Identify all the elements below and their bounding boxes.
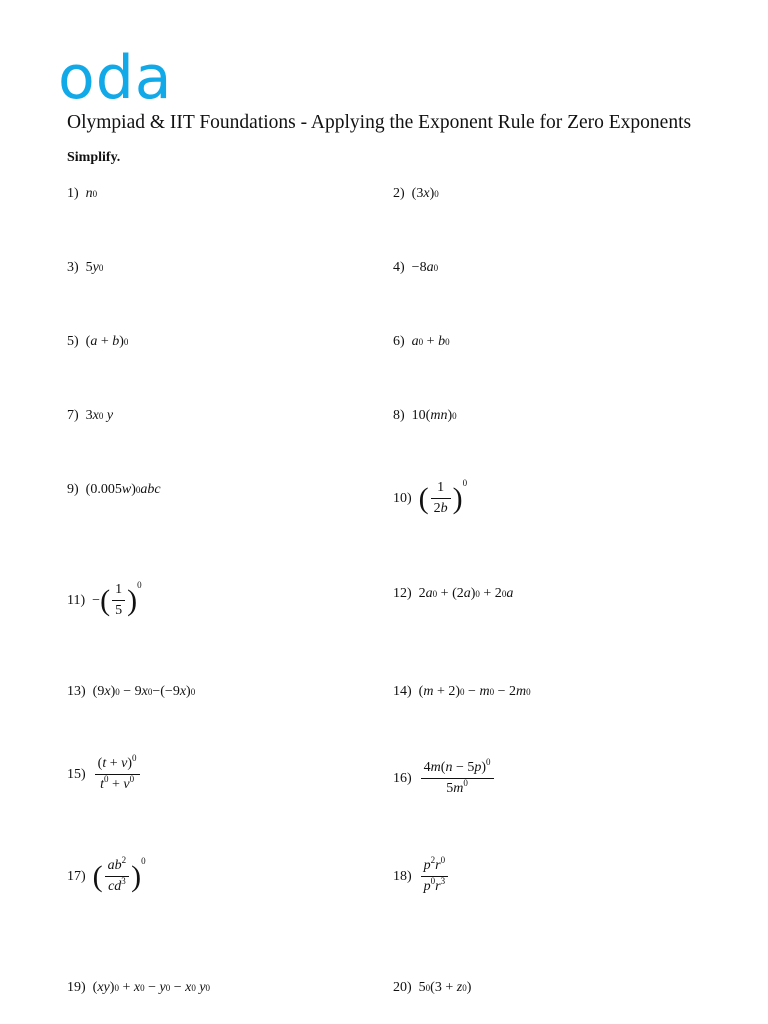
problem-9 [67,482,161,498]
problem-number: 18) [393,868,412,884]
oda-logo: oda [58,43,173,113]
problem-expression: a 0 + b 0 [411,334,450,349]
problem-number: 11) [67,592,86,608]
problem-2 [393,186,439,202]
problem-number: 1) [67,186,79,201]
problem-3 [67,260,103,276]
problem-7 [67,408,113,424]
problem-expression: − ( $\frac{1}{5}$ ) 0 [92,580,142,618]
problem-expression: ( xy ) 0 + x 0 − y 0 − x 0 y 0 [92,980,211,995]
problem-expression: ( m + 2) 0 − m 0 − 2 m 0 [418,684,531,699]
problem-16 [393,757,496,797]
problem-expression: n 0 [85,186,98,201]
problem-14 [393,684,531,700]
problem-5 [67,334,128,350]
problem-number: 4) [393,260,405,275]
problem-expression: ( $\frac{ab^2}{cd^3}$ ) 0 [92,855,146,894]
problem-8 [393,408,457,424]
problem-expression: $\frac{4m(n - 5p)^0}{5m^0}$ [419,760,496,797]
problem-number: 13) [67,684,86,699]
problem-20 [393,980,471,996]
problem-10 [393,480,467,517]
problem-number: 5) [67,334,79,349]
problem-12 [393,586,513,602]
problem-expression: ( a + b ) 0 [85,334,129,349]
problem-number: 20) [393,980,412,995]
problem-expression: 5 0 (3 + z 0 ) [418,980,472,995]
problem-13 [67,684,195,700]
problem-number: 14) [393,684,412,699]
problem-expression: 3 x 0 y [85,408,114,423]
problem-expression: (3 x ) 0 [411,186,439,201]
problem-number: 12) [393,586,412,601]
problem-number: 19) [67,980,86,995]
problem-number: 6) [393,334,405,349]
problem-11 [67,582,142,619]
problem-expression: −8 a 0 [411,260,439,275]
problem-number: 7) [67,408,79,423]
problem-18 [393,855,450,895]
problem-expression: $\frac{p^2r^0}{p^0r^3}$ [419,858,450,895]
problem-number: 9) [67,482,79,497]
instruction-text: Simplify. [67,150,121,165]
problem-expression: $\frac{(t + v)^0}{t^0 + v^0}$ [93,756,142,793]
problem-expression: (0.005 w ) 0 abc [85,482,161,497]
problem-number: 10) [393,490,412,506]
problem-number: 2) [393,186,405,201]
problem-number: 3) [67,260,79,275]
problem-number: 17) [67,868,86,884]
problem-19 [67,980,210,996]
problem-number: 8) [393,408,405,423]
problem-number: 15) [67,766,86,782]
problem-expression: 2 a 0 + (2 a ) 0 + 2 0 a [418,586,514,601]
problem-expression: ( $\frac{1}{2b}$ ) 0 [418,478,468,516]
problem-15 [67,753,142,793]
problem-expression: 10( mn ) 0 [411,408,457,423]
worksheet-title: Olympiad & IIT Foundations - Applying the Exponent Rule for Zero Exponents [67,112,692,133]
problem-17 [67,855,146,895]
problem-expression: (9 x ) 0 − 9 x 0 −(−9 x ) 0 [92,684,196,699]
problem-number: 16) [393,770,412,786]
problem-expression: 5 y 0 [85,260,104,275]
problem-4 [393,260,438,276]
problem-1 [67,186,97,202]
problem-6 [393,334,450,350]
